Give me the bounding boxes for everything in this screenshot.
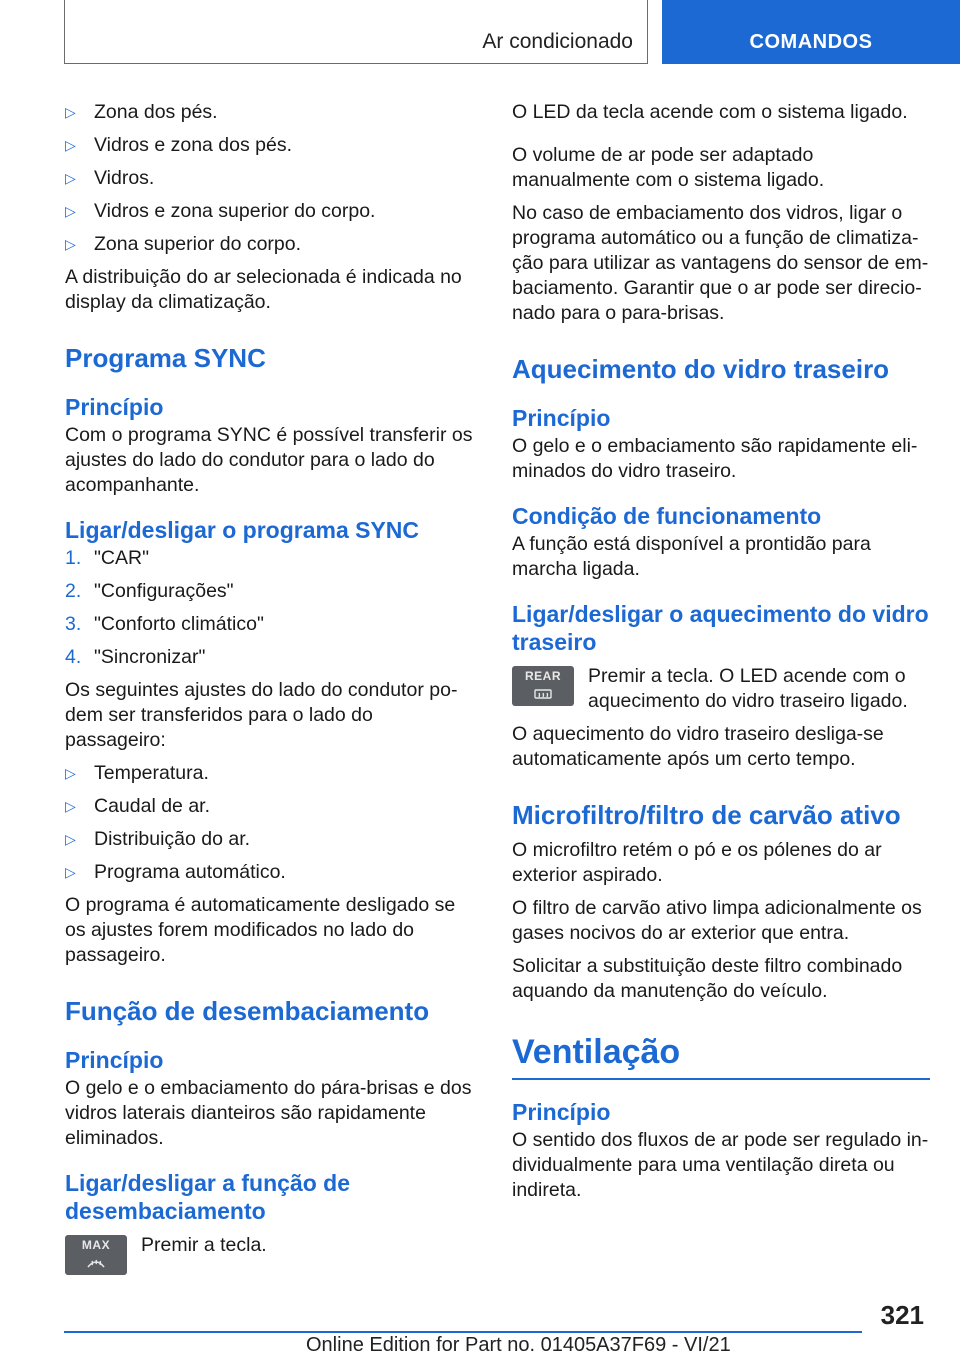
page-number: 321 — [880, 1300, 924, 1330]
defog-button-row — [65, 1233, 475, 1275]
rear-defrost-button-icon: REAR — [512, 666, 574, 706]
triangle-bullet-icon: ▷ — [65, 831, 76, 847]
button-instruction: Premir a tecla. O LED acende com o aquecimento do vidro traseiro ligado. — [588, 665, 908, 712]
subheading-rear-condition: Condição de funcionamento — [512, 503, 822, 529]
subheading-sync-toggle: Ligar/desligar o programa SYNC — [65, 517, 420, 543]
paragraph: A função está disponível a prontidão para marcha ligada. — [512, 533, 871, 580]
paragraph: O volume de ar pode ser adaptado manualmente com o sistema ligado. — [512, 144, 825, 191]
step-item: 3. "Conforto climático" — [65, 613, 264, 635]
step-item: 1. "CAR" — [65, 547, 150, 569]
subheading-defog-toggle: Ligar/desligar a função de desembaciamento — [65, 1170, 351, 1224]
button-instruction: Premir a tecla. — [141, 1234, 267, 1256]
triangle-bullet-icon: ▷ — [65, 170, 76, 186]
footer-divider — [64, 1331, 862, 1333]
triangle-bullet-icon: ▷ — [65, 236, 76, 252]
subheading-sync-principle: Princípio — [65, 394, 164, 420]
triangle-bullet-icon: ▷ — [65, 798, 76, 814]
left-column — [65, 100, 475, 1283]
paragraph: Com o programa SYNC é possível transferir os ajustes do lado do condutor para o lado do acompanhante. — [65, 424, 473, 496]
paragraph: O gelo e o embaciamento são rapidamente eliminados do vidro traseiro. — [512, 435, 918, 482]
rear-button-row — [512, 664, 930, 714]
chapter-tab[interactable] — [662, 0, 960, 64]
list-item: ▷ Zona dos pés. — [65, 101, 218, 123]
paragraph: O microfiltro retém o pó e os pólenes do ar exterior aspirado. — [512, 839, 882, 886]
paragraph: No caso de embaciamento dos vidros, ligar o programa automático ou a função de climatização para utilizar as vantagens do sensor de embaciamento. Garantir que o ar pode ser direcionado para o para-brisas. — [512, 202, 929, 324]
subheading-rear-toggle: Ligar/desligar o aquecimento do vidro traseiro — [512, 601, 929, 655]
paragraph: O gelo e o embaciamento do pára-brisas e dos vidros laterais dianteiros são rapidamente eliminados. — [65, 1077, 472, 1149]
paragraph: Os seguintes ajustes do lado do condutor podem ser transferidos para o lado do passageiro: — [65, 679, 458, 751]
triangle-bullet-icon: ▷ — [65, 203, 76, 219]
paragraph: O sentido dos fluxos de ar pode ser regulado individualmente para uma ventilação direta ou indireta. — [512, 1129, 929, 1201]
right-column — [512, 100, 930, 1211]
list-item: ▷ Vidros e zona dos pés. — [65, 134, 293, 156]
list-item: ▷ Zona superior do corpo. — [65, 233, 302, 255]
list-item: ▷ Vidros. — [65, 167, 155, 189]
sync-settings-list — [65, 761, 475, 885]
list-item: ▷ Caudal de ar. — [65, 795, 211, 817]
chapter-heading-ventilation: Ventilação — [512, 1032, 930, 1080]
rear-window-heating-icon — [533, 685, 553, 701]
section-heading-sync: Programa SYNC — [65, 343, 266, 373]
section-heading-filter: Microfiltro/filtro de carvão ativo — [512, 800, 901, 830]
paragraph: O LED da tecla acende com o sistema ligado. — [512, 101, 908, 123]
paragraph: O filtro de carvão ativo limpa adicionalmente os gases nocivos do ar exterior que entra. — [512, 897, 922, 944]
subheading-vent-principle: Princípio — [512, 1099, 611, 1125]
step-item: 4. "Sincronizar" — [65, 646, 206, 668]
distribution-list — [65, 100, 475, 257]
triangle-bullet-icon: ▷ — [65, 864, 76, 880]
list-item: ▷ Temperatura. — [65, 762, 209, 784]
section-heading-rear-window: Aquecimento do vidro traseiro — [512, 354, 890, 384]
section-heading-defog: Função de desembaciamento — [65, 996, 430, 1026]
triangle-bullet-icon: ▷ — [65, 765, 76, 781]
paragraph: A distribuição do ar selecionada é indicada no display da climatização. — [65, 266, 462, 313]
paragraph: Solicitar a substituição deste filtro combinado aquando da manutenção do veículo. — [512, 955, 903, 1002]
max-defrost-button-icon: MAX — [65, 1235, 127, 1275]
header-frame — [64, 0, 648, 64]
triangle-bullet-icon: ▷ — [65, 104, 76, 120]
footer-edition: Online Edition for Part no. 01405A37F69 - VI/21 — [306, 1334, 731, 1356]
windshield-defrost-icon — [86, 1254, 106, 1270]
sync-steps-list — [65, 546, 475, 670]
subheading-rear-principle: Princípio — [512, 405, 611, 431]
paragraph: O programa é automaticamente desligado se os ajustes forem modificados no lado do passageiro. — [65, 894, 456, 966]
paragraph: O aquecimento do vidro traseiro desliga-se automaticamente após um certo tempo. — [512, 723, 884, 770]
list-item: ▷ Vidros e zona superior do corpo. — [65, 200, 376, 222]
section-title: Ar condicionado — [482, 30, 633, 53]
chapter-tab-label: COMANDOS — [749, 31, 873, 53]
list-item: ▷ Programa automático. — [65, 861, 286, 883]
triangle-bullet-icon: ▷ — [65, 137, 76, 153]
list-item: ▷ Distribuição do ar. — [65, 828, 251, 850]
step-item: 2. "Configurações" — [65, 580, 234, 602]
subheading-defog-principle: Princípio — [65, 1047, 164, 1073]
